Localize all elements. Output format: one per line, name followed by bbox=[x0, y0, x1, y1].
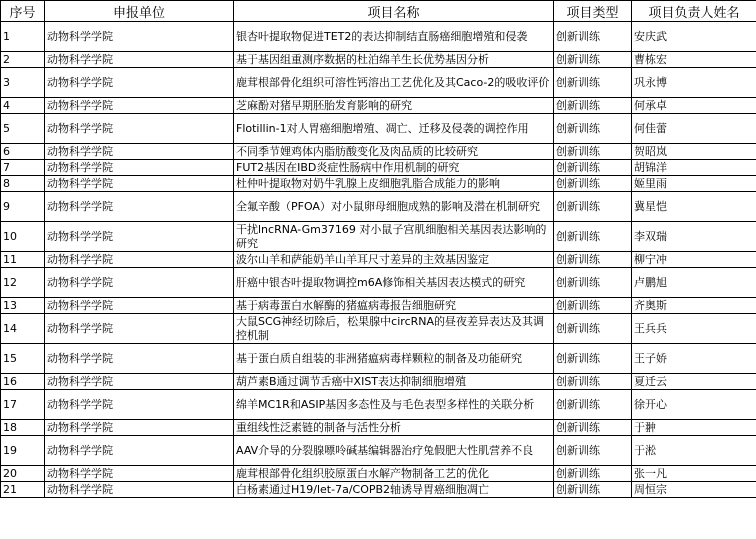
cell-project-type[interactable]: 创新训练 bbox=[554, 436, 632, 466]
cell-project-name[interactable]: 全氟辛酸（PFOA）对小鼠卵母细胞成熟的影响及潜在机制研究 bbox=[234, 192, 554, 222]
cell-unit[interactable]: 动物科学学院 bbox=[45, 298, 234, 314]
cell-project-owner[interactable]: 姬里雨 bbox=[632, 176, 756, 192]
cell-unit[interactable]: 动物科学学院 bbox=[45, 374, 234, 390]
cell-project-name[interactable]: FUT2基因在IBD炎症性肠病中作用机制的研究 bbox=[234, 160, 554, 176]
table-row bbox=[1, 22, 756, 52]
cell-unit[interactable]: 动物科学学院 bbox=[45, 192, 234, 222]
header-unit[interactable]: 申报单位 bbox=[45, 1, 234, 22]
cell-unit[interactable]: 动物科学学院 bbox=[45, 222, 234, 252]
cell-project-name[interactable]: 基于病毒蛋白水解酶的猪瘟病毒报告细胞研究 bbox=[234, 298, 554, 314]
cell-no[interactable]: 5 bbox=[1, 114, 45, 144]
cell-no[interactable]: 15 bbox=[1, 344, 45, 374]
cell-project-owner[interactable]: 于翀 bbox=[632, 420, 756, 436]
cell-project-name[interactable]: 基于基因组重测序数据的杜泊绵羊生长优势基因分析 bbox=[234, 52, 554, 68]
cell-project-owner[interactable]: 卢鹏旭 bbox=[632, 268, 756, 298]
cell-project-owner[interactable]: 柳宁冲 bbox=[632, 252, 756, 268]
cell-project-owner[interactable]: 何佳蕾 bbox=[632, 114, 756, 144]
cell-unit[interactable]: 动物科学学院 bbox=[45, 344, 234, 374]
header-project-name[interactable]: 项目名称 bbox=[234, 1, 554, 22]
cell-project-type[interactable]: 创新训练 bbox=[554, 252, 632, 268]
table-row bbox=[1, 98, 756, 114]
cell-project-name[interactable]: 白杨素通过H19/let-7a/COPB2轴诱导胃癌细胞凋亡 bbox=[234, 482, 554, 498]
cell-project-name[interactable]: 鹿茸根部骨化组织胶原蛋白水解产物制备工艺的优化 bbox=[234, 466, 554, 482]
cell-no[interactable]: 6 bbox=[1, 144, 45, 160]
table-row bbox=[1, 52, 756, 68]
cell-project-name[interactable]: 杜仲叶提取物对奶牛乳腺上皮细胞乳脂合成能力的影响 bbox=[234, 176, 554, 192]
cell-unit[interactable]: 动物科学学院 bbox=[45, 466, 234, 482]
cell-project-owner[interactable]: 何承卓 bbox=[632, 98, 756, 114]
table-row bbox=[1, 298, 756, 314]
cell-project-owner[interactable]: 李双瑞 bbox=[632, 222, 756, 252]
cell-project-name[interactable]: 基于蛋白质自组装的非洲猪瘟病毒样颗粒的制备及功能研究 bbox=[234, 344, 554, 374]
cell-unit[interactable]: 动物科学学院 bbox=[45, 252, 234, 268]
cell-no[interactable]: 2 bbox=[1, 52, 45, 68]
cell-project-owner[interactable]: 巩永博 bbox=[632, 68, 756, 98]
cell-project-owner[interactable]: 张一凡 bbox=[632, 466, 756, 482]
cell-unit[interactable]: 动物科学学院 bbox=[45, 144, 234, 160]
cell-project-owner[interactable]: 冀星恺 bbox=[632, 192, 756, 222]
cell-project-type[interactable]: 创新训练 bbox=[554, 160, 632, 176]
cell-project-name[interactable]: AAV介导的分裂腺嘌呤碱基编辑器治疗兔假肥大性肌营养不良 bbox=[234, 436, 554, 466]
cell-project-owner[interactable]: 周恒宗 bbox=[632, 482, 756, 498]
table-row bbox=[1, 160, 756, 176]
cell-project-owner[interactable]: 于淞 bbox=[632, 436, 756, 466]
cell-no[interactable]: 11 bbox=[1, 252, 45, 268]
cell-project-type[interactable]: 创新训练 bbox=[554, 344, 632, 374]
cell-no[interactable]: 19 bbox=[1, 436, 45, 466]
cell-project-owner[interactable]: 夏迁云 bbox=[632, 374, 756, 390]
cell-no[interactable]: 1 bbox=[1, 22, 45, 52]
cell-project-type[interactable]: 创新训练 bbox=[554, 192, 632, 222]
cell-unit[interactable]: 动物科学学院 bbox=[45, 22, 234, 52]
cell-project-type[interactable]: 创新训练 bbox=[554, 114, 632, 144]
cell-project-name[interactable]: 鹿茸根部骨化组织可溶性钙溶出工艺优化及其Caco-2的吸收评价 bbox=[234, 68, 554, 98]
table-row bbox=[1, 466, 756, 482]
cell-no[interactable]: 8 bbox=[1, 176, 45, 192]
cell-project-type[interactable]: 创新训练 bbox=[554, 298, 632, 314]
cell-no[interactable]: 4 bbox=[1, 98, 45, 114]
cell-project-type[interactable]: 创新训练 bbox=[554, 222, 632, 252]
cell-project-owner[interactable]: 齐奥斯 bbox=[632, 298, 756, 314]
cell-project-name[interactable]: 绵羊MC1R和ASIP基因多态性及与毛色表型多样性的关联分析 bbox=[234, 390, 554, 420]
cell-project-owner[interactable]: 徐开心 bbox=[632, 390, 756, 420]
cell-project-type[interactable]: 创新训练 bbox=[554, 176, 632, 192]
cell-unit[interactable]: 动物科学学院 bbox=[45, 436, 234, 466]
header-project-owner[interactable]: 项目负责人姓名 bbox=[632, 1, 756, 22]
cell-project-type[interactable]: 创新训练 bbox=[554, 52, 632, 68]
table-row bbox=[1, 344, 756, 374]
cell-unit[interactable]: 动物科学学院 bbox=[45, 482, 234, 498]
cell-project-type[interactable]: 创新训练 bbox=[554, 420, 632, 436]
table-row bbox=[1, 482, 756, 498]
table-row bbox=[1, 252, 756, 268]
cell-no[interactable]: 12 bbox=[1, 268, 45, 298]
cell-project-name[interactable]: 重组线性泛素链的制备与活性分析 bbox=[234, 420, 554, 436]
cell-no[interactable]: 20 bbox=[1, 466, 45, 482]
cell-unit[interactable]: 动物科学学院 bbox=[45, 114, 234, 144]
cell-unit[interactable]: 动物科学学院 bbox=[45, 98, 234, 114]
cell-project-name[interactable]: 葫芦素B通过调节舌癌中XIST表达抑制细胞增殖 bbox=[234, 374, 554, 390]
table-row bbox=[1, 114, 756, 144]
cell-project-name[interactable]: Flotillin-1对人胃癌细胞增殖、凋亡、迁移及侵袭的调控作用 bbox=[234, 114, 554, 144]
cell-no[interactable]: 13 bbox=[1, 298, 45, 314]
cell-no[interactable]: 9 bbox=[1, 192, 45, 222]
cell-no[interactable]: 10 bbox=[1, 222, 45, 252]
cell-unit[interactable]: 动物科学学院 bbox=[45, 160, 234, 176]
cell-project-name[interactable]: 波尔山羊和萨能奶羊山羊耳尺寸差异的主效基因鉴定 bbox=[234, 252, 554, 268]
cell-project-name[interactable]: 芝麻酚对猪早期胚胎发育影响的研究 bbox=[234, 98, 554, 114]
table-row bbox=[1, 390, 756, 420]
header-row bbox=[1, 1, 756, 22]
table-row bbox=[1, 192, 756, 222]
header-project-type[interactable]: 项目类型 bbox=[554, 1, 632, 22]
cell-project-name[interactable]: 银杏叶提取物促进TET2的表达抑制结直肠癌细胞增殖和侵袭 bbox=[234, 22, 554, 52]
cell-unit[interactable]: 动物科学学院 bbox=[45, 52, 234, 68]
cell-unit[interactable]: 动物科学学院 bbox=[45, 68, 234, 98]
cell-project-owner[interactable]: 安庆武 bbox=[632, 22, 756, 52]
table-row bbox=[1, 374, 756, 390]
cell-project-type[interactable]: 创新训练 bbox=[554, 390, 632, 420]
cell-unit[interactable]: 动物科学学院 bbox=[45, 420, 234, 436]
cell-unit[interactable]: 动物科学学院 bbox=[45, 390, 234, 420]
cell-project-type[interactable]: 创新训练 bbox=[554, 268, 632, 298]
cell-project-name[interactable]: 肝癌中银杏叶提取物调控m6A修饰相关基因表达模式的研究 bbox=[234, 268, 554, 298]
table-row bbox=[1, 68, 756, 98]
table-row bbox=[1, 176, 756, 192]
cell-project-type[interactable]: 创新训练 bbox=[554, 374, 632, 390]
cell-project-type[interactable]: 创新训练 bbox=[554, 314, 632, 344]
cell-project-type[interactable]: 创新训练 bbox=[554, 144, 632, 160]
cell-project-owner[interactable]: 胡锦洋 bbox=[632, 160, 756, 176]
cell-project-owner[interactable]: 王子娇 bbox=[632, 344, 756, 374]
cell-no[interactable]: 16 bbox=[1, 374, 45, 390]
cell-project-owner[interactable]: 王兵兵 bbox=[632, 314, 756, 344]
cell-project-type[interactable]: 创新训练 bbox=[554, 98, 632, 114]
cell-no[interactable]: 21 bbox=[1, 482, 45, 498]
cell-unit[interactable]: 动物科学学院 bbox=[45, 176, 234, 192]
cell-project-name[interactable]: 大鼠SCG神经切除后，松果腺中circRNA的昼夜差异表达及其调控机制 bbox=[234, 314, 554, 344]
cell-project-owner[interactable]: 曹栋宏 bbox=[632, 52, 756, 68]
table-row bbox=[1, 314, 756, 344]
cell-project-type[interactable]: 创新训练 bbox=[554, 68, 632, 98]
table-row bbox=[1, 144, 756, 160]
cell-no[interactable]: 3 bbox=[1, 68, 45, 98]
header-no[interactable]: 序号 bbox=[1, 1, 45, 22]
cell-project-owner[interactable]: 贺昭岚 bbox=[632, 144, 756, 160]
table-row bbox=[1, 420, 756, 436]
cell-project-type[interactable]: 创新训练 bbox=[554, 22, 632, 52]
table-row bbox=[1, 268, 756, 298]
table-row bbox=[1, 436, 756, 466]
table-row bbox=[1, 222, 756, 252]
cell-unit[interactable]: 动物科学学院 bbox=[45, 314, 234, 344]
cell-project-name[interactable]: 干扰lncRNA-Gm37169 对小鼠子宫肌细胞相关基因表达影响的研究 bbox=[234, 222, 554, 252]
cell-project-name[interactable]: 不同季节娌鸡体内脂肪酸变化及肉品质的比较研究 bbox=[234, 144, 554, 160]
cell-no[interactable]: 7 bbox=[1, 160, 45, 176]
cell-unit[interactable]: 动物科学学院 bbox=[45, 268, 234, 298]
cell-project-type[interactable]: 创新训练 bbox=[554, 466, 632, 482]
cell-project-type[interactable]: 创新训练 bbox=[554, 482, 632, 498]
cell-no[interactable]: 14 bbox=[1, 314, 45, 344]
cell-no[interactable]: 18 bbox=[1, 420, 45, 436]
cell-no[interactable]: 17 bbox=[1, 390, 45, 420]
